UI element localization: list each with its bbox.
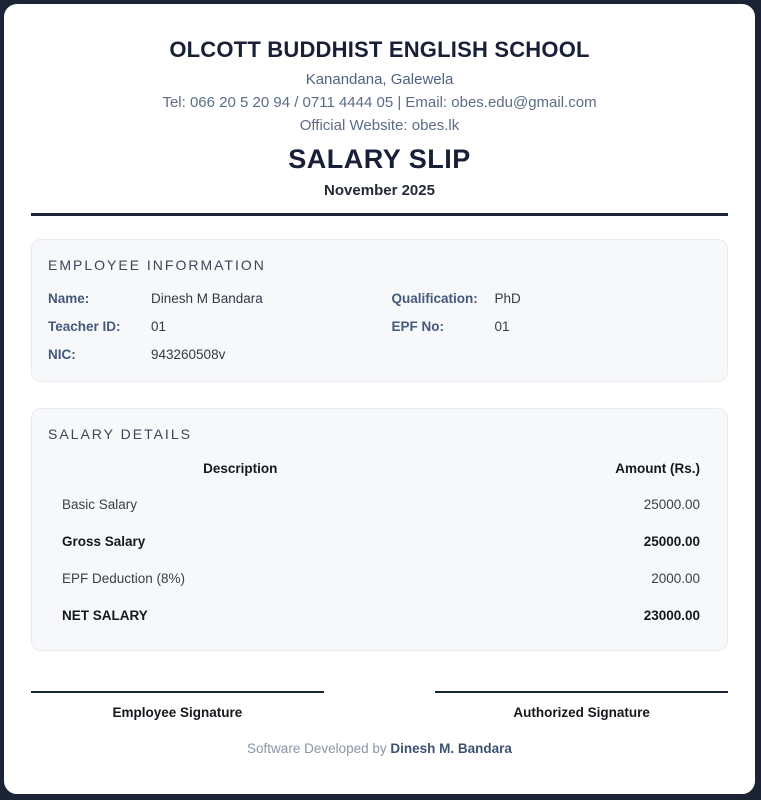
employee-fields-right-column — [392, 288, 712, 365]
table-row-net-salary — [48, 597, 711, 634]
basic-salary-amount: 25000.00 — [643, 497, 700, 512]
authorized-signature-area — [435, 691, 728, 720]
field-teacher-id-value: 01 — [151, 319, 167, 334]
amount-column-header: Amount (Rs.) — [615, 461, 700, 476]
employee-signature-label: Employee Signature — [112, 705, 243, 720]
employee-signature-line — [31, 691, 324, 693]
table-row-gross-salary — [48, 523, 711, 560]
salary-details-title: SALARY DETAILS — [48, 426, 192, 442]
field-teacher-id — [48, 316, 368, 337]
basic-salary-description: Basic Salary — [62, 497, 138, 512]
salary-slip-document — [1, 1, 758, 797]
school-address: Kanandana, Galewela — [305, 71, 454, 88]
table-row-basic-salary — [48, 486, 711, 523]
salary-table-header-row — [48, 452, 711, 486]
field-name-label: Name: — [48, 291, 90, 306]
employee-information-title: EMPLOYEE INFORMATION — [48, 257, 266, 273]
epf-deduction-amount: 2000.00 — [651, 571, 700, 586]
epf-deduction-description: EPF Deduction (8%) — [62, 571, 186, 586]
table-row-epf-deduction — [48, 560, 711, 597]
field-epf-no-value: 01 — [494, 319, 510, 334]
net-salary-amount: 23000.00 — [643, 608, 700, 623]
salary-table — [48, 452, 711, 634]
developer-credit-prefix: Software Developed by — [247, 741, 387, 756]
school-contact-line: Tel: 066 20 5 20 94 / 0711 4444 05 | Email: obes.edu@gmail.com — [162, 94, 597, 111]
document-title: SALARY SLIP — [288, 144, 471, 174]
school-header — [31, 4, 728, 199]
gross-salary-description: Gross Salary — [62, 534, 146, 549]
school-name: OLCOTT BUDDHIST ENGLISH SCHOOL — [169, 37, 590, 62]
developer-credit — [31, 741, 728, 756]
field-qualification-value: PhD — [494, 291, 521, 306]
salary-period: November 2025 — [324, 182, 435, 199]
field-name — [48, 288, 368, 309]
net-salary-description: NET SALARY — [62, 608, 148, 623]
field-nic — [48, 344, 368, 365]
signature-block — [31, 691, 728, 720]
authorized-signature-line — [435, 691, 728, 693]
field-qualification-label: Qualification: — [391, 291, 478, 306]
field-teacher-id-label: Teacher ID: — [48, 319, 121, 334]
field-epf-no — [392, 316, 712, 337]
field-epf-no-label: EPF No: — [391, 319, 444, 334]
gross-salary-amount: 25000.00 — [643, 534, 700, 549]
description-column-header: Description — [203, 461, 278, 476]
school-website: Official Website: obes.lk — [299, 117, 460, 134]
field-nic-value: 943260508v — [151, 347, 226, 362]
field-qualification — [392, 288, 712, 309]
salary-details-section — [31, 408, 728, 651]
header-divider — [31, 213, 728, 216]
employee-fields — [48, 288, 711, 365]
field-name-value: Dinesh M Bandara — [151, 291, 263, 306]
employee-information-section — [31, 239, 728, 382]
employee-signature-area — [31, 691, 324, 720]
employee-fields-left-column — [48, 288, 368, 365]
field-nic-label: NIC: — [48, 347, 76, 362]
developer-name: Dinesh M. Bandara — [390, 741, 512, 756]
authorized-signature-label: Authorized Signature — [513, 705, 650, 720]
